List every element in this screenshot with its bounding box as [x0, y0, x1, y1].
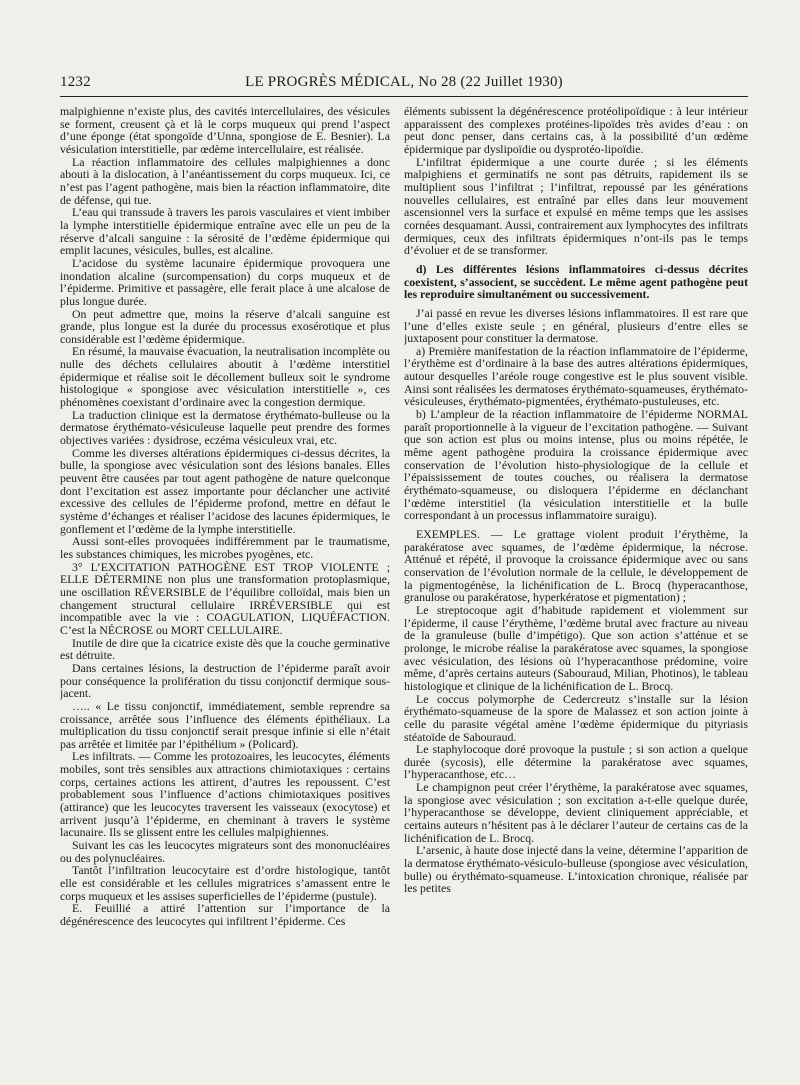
paragraph: éléments subissent la dégénérescence protéolipoïdique : à leur intérieur apparaissent des complexes protéines-lipoïdes très avides d’eau : on peut donc penser, dans certains cas, à la possibilité d’un œdème épidermique par dyslipoïdie ou dysprotéo-lipoïdie. — [404, 105, 748, 156]
paragraph: ….. « Le tissu conjonctif, immédiatement, semble reprendre sa croissance, arrêtée sous l’influence des éléments épithéliaux. La multiplication du tissu conjonctif serait presque infinie si elle n’était pas arrêtée et limitée par l’épithélium » (Policard). — [60, 698, 390, 751]
paragraph: Inutile de dire que la cicatrice existe dès que la couche germinative est détruite. — [60, 635, 390, 663]
paragraph: La traduction clinique est la dermatose érythémato-bulleuse ou la dermatose érythémato-vésiculeuse laquelle peut prendre des formes objectives variées : dysidrose, eczéma vésiculeux vrai, etc. — [60, 407, 390, 448]
paragraph: La réaction inflammatoire des cellules malpighiennes a donc abouti à la dislocation, à l’anéantissement du corps muqueux. Ici, ce n’est pas l’agent pathogène, mais bien la réaction inflammatoire, dite de défense, qui tue. — [60, 154, 390, 207]
header-rule — [60, 96, 748, 97]
paragraph: Tantôt l’infiltration leucocytaire est d’ordre histologique, tantôt elle est considérable et les cellules migratrices s’amassent entre le corps muqueux et les assises superficielles de l’épiderme (pustule). — [60, 863, 390, 903]
paragraph: Aussi sont-elles provoquées indifféremment par le traumatisme, les substances chimiques, les microbes pyogènes, etc. — [60, 534, 390, 561]
paragraph: b) L’ampleur de la réaction inflammatoire de l’épiderme NORMAL paraît proportionnelle à la vigueur de l’excitation pathogène. — Suivant que son action est plus ou moins intense, plus ou moins répétée, le même agent pathogène produira la croissance épidermique avec conservation de l’évolution histo-physiologique de la cellule et l’épaississement de toutes couches, ou réalisera la dermatose érythémato-squameuse, ou disloquera l’épiderme en déclanchant l’œdème interstitiel (la vésiculation interstitielle et la bulle correspondant à un processus inflammatoire suraigu). — [404, 407, 748, 523]
paragraph: E. Feuillié a attiré l’attention sur l’importance de la dégénérescence des leucocytes qui infiltrent l’épiderme. Ces — [60, 901, 390, 928]
paragraph: Suivant les cas les leucocytes migrateurs sont des mononucléaires ou des polynucléaires. — [60, 838, 390, 865]
running-title: LE PROGRÈS MÉDICAL, No 28 (22 Juillet 1930) — [245, 74, 563, 90]
right-column — [404, 105, 748, 1060]
paragraph: Le coccus polymorphe de Cedercreutz s’installe sur la lésion érythémato-squameuse de la spore de Malassez et son action jointe à celle du parasite végétal amène l’œdème épidermique du pityriasis stéatoïde de Sabouraud. — [404, 691, 748, 744]
paragraph: L’eau qui transsude à travers les parois vasculaires et vient imbiber la lymphe interstitielle épidermique entraîne avec elle un peu de la réserve d’alcali sanguine : la sérosité de l’œdème épidermique qui emplit lacunes, vésicules, bulles, est alcaline. — [60, 205, 390, 258]
paragraph: J’ai passé en revue les diverses lésions inflammatoires. Il est rare que l’une d’elles existe seule ; en général, plusieurs d’entre elles se juxtaposent pour constituer la dermatose. — [404, 305, 748, 346]
paragraph: Le staphylocoque doré provoque la pustule ; si son action a quelque durée (sycosis), elle détermine la parakératose avec squames, l’hyperacanthose, etc… — [404, 742, 748, 782]
paragraph: L’acidose du système lacunaire épidermique provoquera une inondation alcaline (surcompensation) du corps muqueux et de l’épiderme. Primitive et passagère, elle ferait place à une alcalose de plus longue durée. — [60, 255, 390, 308]
paragraph: d) Les différentes lésions inflammatoires ci-dessus décrites coexistent, s’associent, se succèdent. Le même agent pathogène peut les reproduire simultanément ou successivement. — [404, 261, 748, 302]
paragraph: L’infiltrat épidermique a une courte durée ; si les éléments malpighiens et germinatifs ne sont pas détruits, rapidement ils se multiplient sous l’infiltrat ; l’infiltrat, repoussé par les générations nouvelles cellulaires, est entraîné par elles dans leur mouvement ascensionnel vers la surface et expulsé en même temps que les assises cornées desquamant. Aussi, contrairement aux lymphocytes des infiltrats dermiques, ceux des infiltrats épidermiques n’ont-ils pas le temps d’évoluer et de se transformer. — [404, 154, 748, 258]
paragraph: Le streptocoque agit d’habitude rapidement et violemment sur l’épiderme, il cause l’érythème, l’œdème brutal avec fracture au niveau de la granuleuse (bulle d’impétigo). Que son action s’atténue et se prolonge, le microbe réalise la parakératose avec squames, la spongiose avec vésiculation, des lésions où l’hyperacanthose prédomine, voire même, d’après certains auteurs (Sabouraud, Milian, Photinos), le tableau histologique et clinique de la lichénification de L. Brocq. — [404, 602, 748, 693]
paragraph: En résumé, la mauvaise évacuation, la neutralisation incomplète ou nulle des déchets cellulaires aboutit à l’œdème interstitiel épidermique et réalise soit le décollement bulleux soit le syndrome histologique « spongiose avec vésiculation interstitielle », ces phénomènes coexistant d’ordinaire avec la congestion dermique. — [60, 344, 390, 410]
page-number: 1232 — [60, 74, 91, 90]
paragraph: malpighienne n’existe plus, des cavités intercellulaires, des vésicules se forment, creusent çà et là le corps muqueux qui prend l’aspect d’une éponge (état spongoïde d’Unna, spongiose de E. Besnier). La vésiculation interstitielle, par œdème intercellulaire, est réalisée. — [60, 105, 390, 156]
page-header — [60, 70, 748, 94]
paragraph: a) Première manifestation de la réaction inflammatoire de l’épiderme, l’érythème est d’ordinaire à la base des autres altérations épidermiques, autour desquelles l’aréole rouge congestive est le plus souvent visible. Ainsi sont réalisées les dermatoses érythémato-squameuses, érythémato-vésiculeuses, érythémato-pigmentées, érythémato-pustuleuses, etc. — [404, 343, 748, 409]
paragraph: Dans certaines lésions, la destruction de l’épiderme paraît avoir pour conséquence la prolifération du tissu conjonctif dermique sous-jacent. — [60, 660, 390, 701]
left-column — [60, 105, 390, 1060]
paragraph: L’arsenic, à haute dose injecté dans la veine, détermine l’apparition de la dermatose érythémato-vésiculo-bulleuse (spongiose avec vésiculation, bulle) ou érythémato-squameuse. L’intoxication chronique, réalisée par les petites — [404, 843, 748, 896]
paragraph: On peut admettre que, moins la réserve d’alcali sanguine est grande, plus longue est la durée du processus exosérotique et plus considérable est l’œdème épidermique. — [60, 306, 390, 346]
paragraph: EXEMPLES. — Le grattage violent produit l’érythème, la parakératose avec squames, de l’œdème épidermique, la nécrose. Atténué et répété, il provoque la croissance épidermique avec ou sans conservation de l’évolution normale de la cellule, le développement de la pigmentogénèse, la lichénification de L. Brocq (hyperacanthose, granulose ou parakératose, hyperkératose et pigmentation) ; — [404, 527, 748, 605]
paragraph: Comme les diverses altérations épidermiques ci-dessus décrites, la bulle, la spongiose avec vésiculation sont des lésions banales. Elles peuvent être causées par tout agent pathogène de nature quelconque dont l’excitation est assez importante pour déclancher une activité excessive des cellules de l’épiderme profond, mettre en défaut le système d’échanges et réaliser l’acidose des lacunes épidermiques, le gonflement et l’œdème de la lymphe interstitielle. — [60, 445, 390, 536]
paragraph: Le champignon peut créer l’érythème, la parakératose avec squames, la spongiose avec vésiculation ; son excitation a-t-elle quelque durée, l’hyperacanthose se développe, devient cliniquement appréciable, et certains auteurs n’hésitent pas à le déclarer l’auteur de certains cas de la lichénification de L. Brocq. — [404, 780, 748, 845]
paragraph: 3° L’EXCITATION PATHOGÈNE EST TROP VIOLENTE ; ELLE DÉTERMINE non plus une transformation protoplasmique, une oscillation RÉVERSIBLE de l’équilibre colloïdal, mais bien un changement structural cellulaire IRRÉVERSIBLE qui est incompatible avec la vie : COAGULATION, LIQUÉFACTION. C’est la NÉCROSE ou MORT CELLULAIRE. — [60, 559, 390, 637]
paragraph: Les infiltrats. — Comme les protozoaires, les leucocytes, éléments mobiles, sont très sensibles aux attractions chimiotaxiques : certains corps, certaines actions les attirent, d’autres les repoussent. C’est probablement sous l’influence d’actions chimiotaxiques positives (attirance) que les leucocytes traversent les vaisseaux (exocytose) et arrivent jusqu’à l’épiderme, en cheminant à travers le système lacunaire. Ils se glissent entre les cellules malpighiennes. — [60, 749, 390, 840]
